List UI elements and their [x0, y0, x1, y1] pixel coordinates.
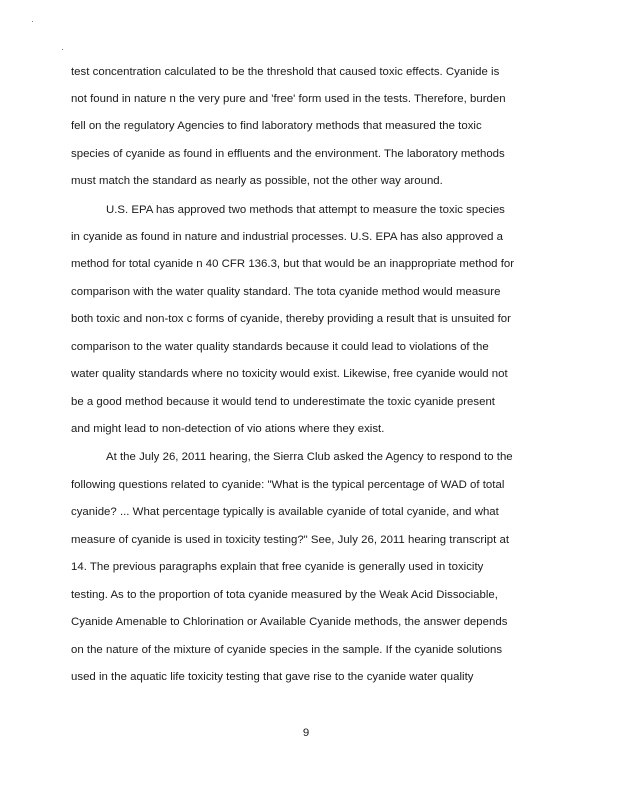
paragraph-2-line-1: U.S. EPA has approved two methods that attempt to measure the toxic species	[106, 204, 505, 216]
paragraph-3-line-4: measure of cyanide is used in toxicity testing?" See, July 26, 2011 hearing transcript at	[71, 534, 510, 546]
paragraph-2-line-3: method for total cyanide n 40 CFR 136.3, but that would be an inappropriate method for	[71, 258, 515, 270]
paragraph-3-line-3: cyanide? ... What percentage typically is available cyanide of total cyanide, and what	[71, 506, 499, 518]
paragraph-3-line-1: At the July 26, 2011 hearing, the Sierra Club asked the Agency to respond to the	[106, 451, 513, 463]
paragraph-3-line-8: on the nature of the mixture of cyanide species in the sample. If the cyanide solutions	[71, 644, 503, 656]
paragraph-1-line-3: fell on the regulatory Agencies to find laboratory methods that measured the toxic	[71, 120, 482, 132]
paragraph-2-line-9: and might lead to non-detection of vio ations where they exist.	[71, 423, 385, 435]
paragraph-2-line-4: comparison with the water quality standard. The tota cyanide method would measure	[71, 286, 501, 298]
paragraph-2-line-7: water quality standards where no toxicity would exist. Likewise, free cyanide would not	[71, 368, 508, 380]
paragraph-1-line-1: test concentration calculated to be the threshold that caused toxic effects. Cyanide is	[71, 66, 500, 78]
paragraph-2-line-6: comparison to the water quality standards because it could lead to violations of the	[71, 341, 489, 353]
paragraph-2-line-2: in cyanide as found in nature and industrial processes. U.S. EPA has also approved a	[71, 231, 504, 243]
paragraph-3-line-2: following questions related to cyanide: "What is the typical percentage of WAD of total	[71, 479, 505, 491]
paragraph-1-line-2: not found in nature n the very pure and 'free' form used in the tests. Therefore, burden	[71, 93, 506, 105]
paragraph-2-line-8: be a good method because it would tend to underestimate the toxic cyanide present	[71, 396, 495, 408]
paragraph-1-line-5: must match the standard as nearly as possible, not the other way around.	[71, 175, 443, 187]
paragraph-3-line-7: Cyanide Amenable to Chlorination or Available Cyanide methods, the answer depends	[71, 616, 508, 628]
paragraph-1-line-4: species of cyanide as found in effluents and the environment. The laboratory methods	[71, 148, 505, 160]
paragraph-3-line-9: used in the aquatic life toxicity testing that gave rise to the cyanide water quality	[71, 671, 474, 683]
paragraph-3-line-5: 14. The previous paragraphs explain that free cyanide is generally used in toxicity	[71, 561, 484, 573]
page-number: 9	[302, 727, 310, 739]
paragraph-2-line-5: both toxic and non-tox c forms of cyanide, thereby providing a result that is unsuited for	[71, 313, 511, 325]
paragraph-3-line-6: testing. As to the proportion of tota cyanide measured by the Weak Acid Dissociable,	[71, 589, 498, 601]
scan-speck	[62, 49, 63, 50]
scan-speck	[32, 21, 33, 22]
